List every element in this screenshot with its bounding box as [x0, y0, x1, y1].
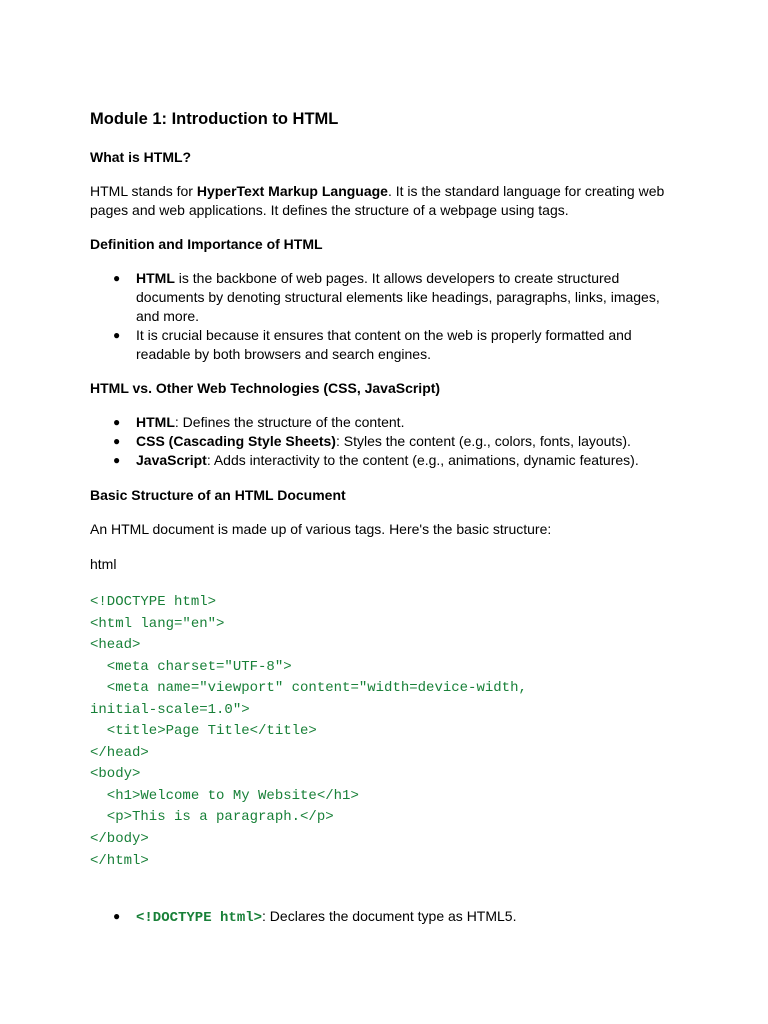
section-heading-structure: Basic Structure of an HTML Document — [90, 487, 346, 503]
bullet-icon: ● — [113, 453, 121, 467]
section-heading-what-is-html: What is HTML? — [90, 149, 192, 165]
bullet-icon: ● — [113, 328, 121, 342]
structure-list — [90, 907, 680, 928]
code-language-label: html — [90, 556, 117, 572]
list-item — [90, 907, 680, 928]
list-item-text: It is crucial because it ensures that content on the web is properly formatted and readable by both browsers and search engines. — [136, 327, 632, 362]
bullet-icon: ● — [113, 909, 121, 923]
list-item — [90, 413, 680, 432]
intro-text-after: . It is the standard language for creating web pages and web applications. It defines the structure of a webpage using tags. — [90, 183, 665, 218]
bullet-icon: ● — [113, 271, 121, 285]
list-item-bold: HTML — [136, 414, 175, 430]
list-item — [90, 451, 680, 470]
intro-bold-term: HyperText Markup Language — [196, 183, 388, 199]
code-block: <!DOCTYPE html> <html lang="en"> <head> <meta charset="UTF-8"> <meta name="viewport" content="width=device-width, initial-scale=1.0"> <title>Page Title</title> </head> <body> <h1>Welcome to My Website</h1> <p>This is a paragraph.</p> </body> </html> — [90, 594, 527, 869]
bullet-icon: ● — [113, 434, 121, 448]
list-item-text: : Adds interactivity to the content (e.g., animations, dynamic features). — [206, 452, 639, 468]
list-item — [90, 269, 680, 326]
list-item-bold: CSS (Cascading Style Sheets) — [136, 433, 336, 449]
vs-list — [90, 413, 680, 470]
page-title: Module 1: Introduction to HTML — [90, 110, 339, 128]
list-item — [90, 432, 680, 451]
section-heading-vs: HTML vs. Other Web Technologies (CSS, JavaScript) — [90, 380, 441, 396]
definition-list — [90, 269, 680, 364]
list-item-bold: HTML — [136, 270, 175, 286]
list-item-text: is the backbone of web pages. It allows developers to create structured documents by denoting structural elements like headings, paragraphs, links, images, and more. — [136, 270, 660, 324]
list-item-text: : Declares the document type as HTML5. — [262, 908, 517, 924]
list-item-text: : Defines the structure of the content. — [174, 414, 405, 430]
structure-intro: An HTML document is made up of various tags. Here's the basic structure: — [90, 521, 552, 537]
bullet-icon: ● — [113, 415, 121, 429]
list-item-bold: JavaScript — [136, 452, 207, 468]
intro-text-before: HTML stands for — [90, 183, 197, 199]
list-item-text: : Styles the content (e.g., colors, fonts, layouts). — [335, 433, 631, 449]
inline-code: <!DOCTYPE html> — [136, 910, 263, 926]
section-heading-definition: Definition and Importance of HTML — [90, 236, 323, 252]
list-item — [90, 326, 680, 364]
what-is-html-paragraph — [90, 182, 680, 220]
